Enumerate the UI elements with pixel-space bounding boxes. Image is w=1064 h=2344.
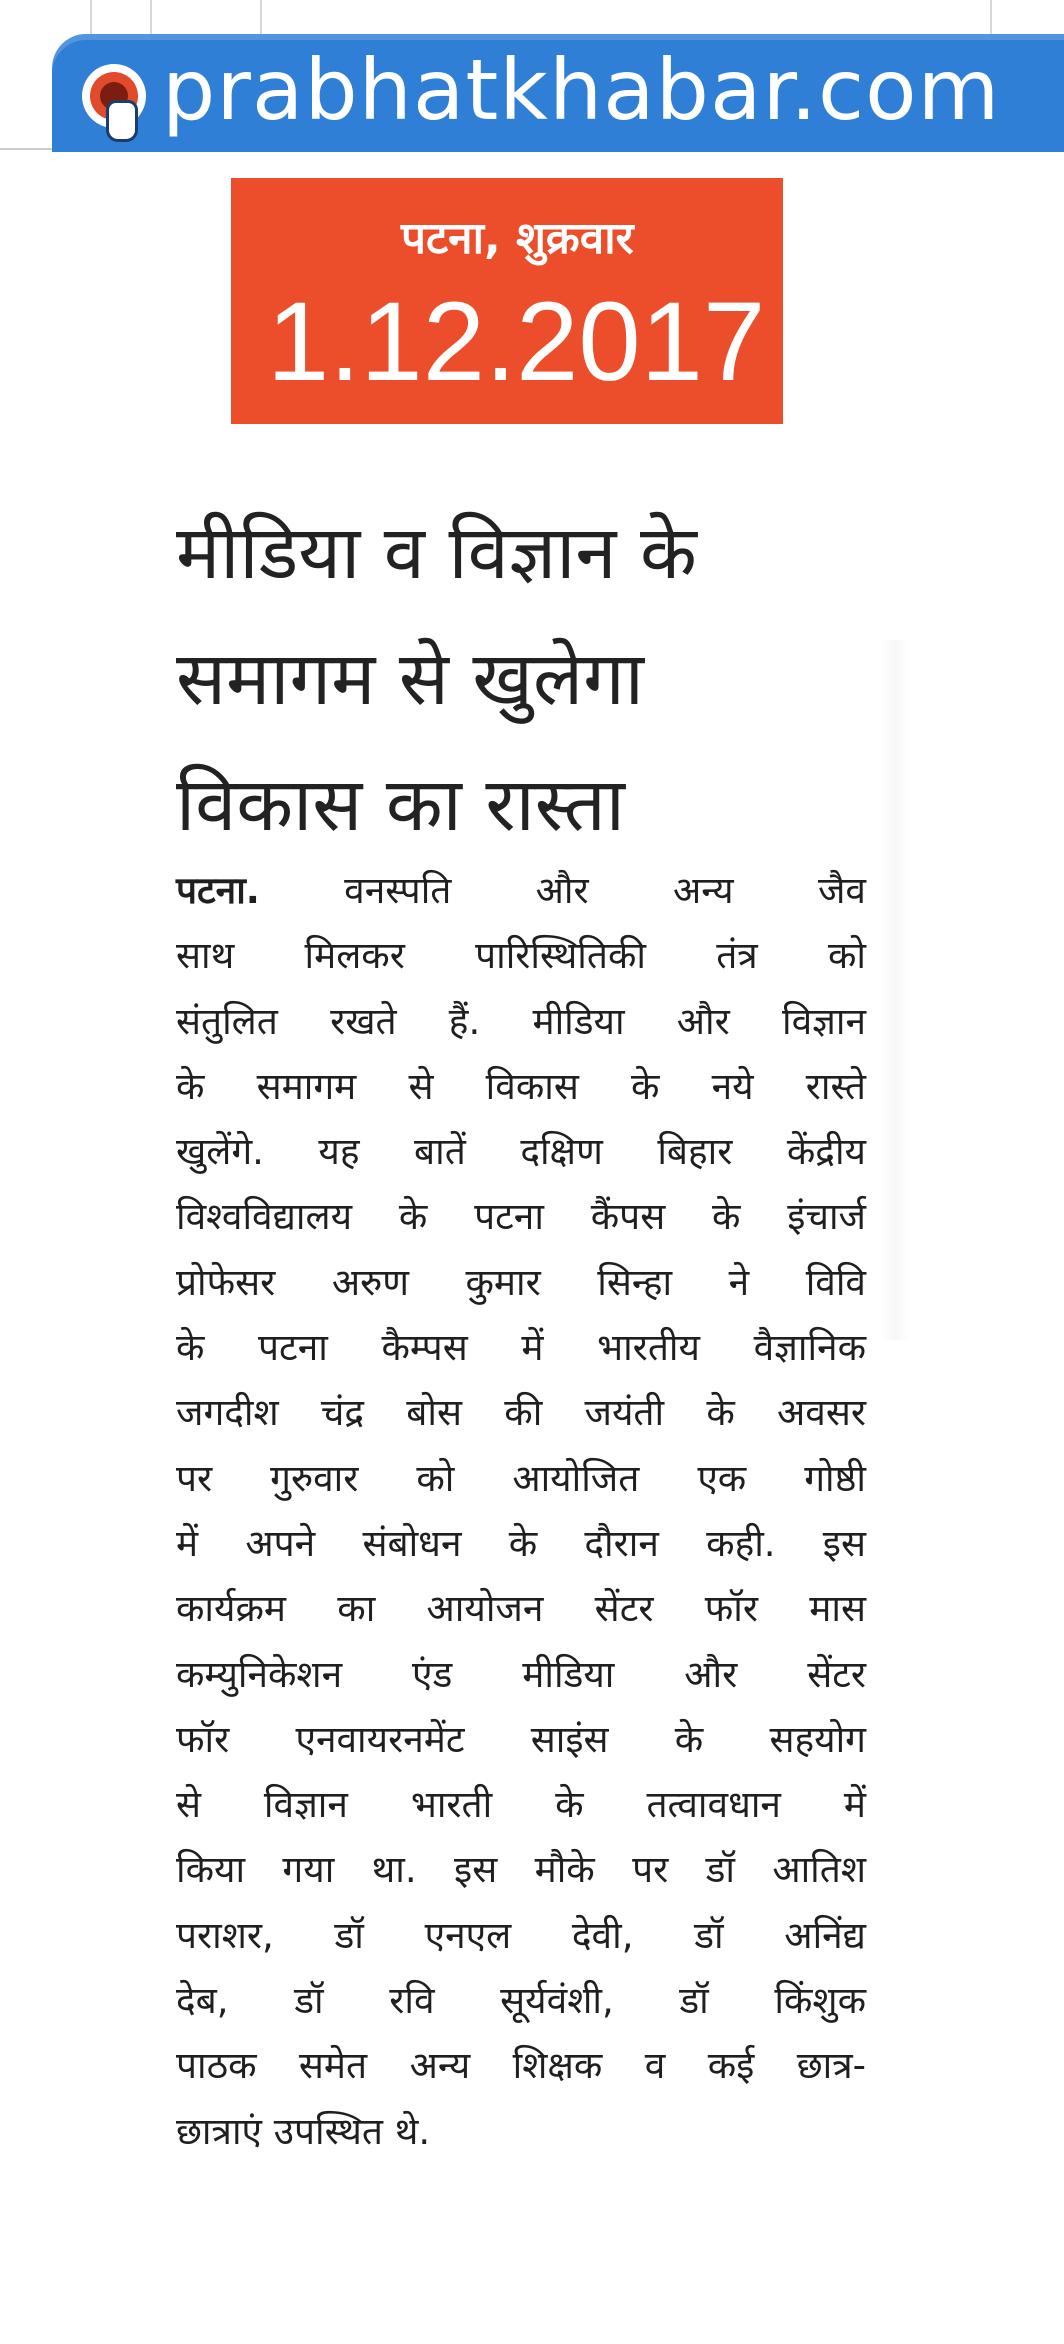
article-line: फॉर एनवायरनमेंट साइंस के सहयोग — [176, 1717, 866, 1761]
article-line: जगदीश चंद्र बोस की जयंती के अवसर — [176, 1391, 866, 1435]
publication-date: 1.12.2017 — [267, 279, 766, 404]
article-line: पराशर, डॉ एनएल देवी, डॉ अनिंद्य — [176, 1913, 866, 1957]
article-line: देब, डॉ रवि सूर्यवंशी, डॉ किंशुक — [176, 1979, 866, 2023]
article-line: के पटना कैम्पस में भारतीय वैज्ञानिक — [176, 1326, 866, 1370]
headline — [176, 490, 876, 868]
headline-line: विकास का रास्ता — [176, 762, 625, 848]
article-line: पर गुरुवार को आयोजित एक गोष्ठी — [176, 1456, 866, 1500]
article-line: से विज्ञान भारती के तत्वावधान में — [176, 1783, 866, 1827]
article-line: कम्युनिकेशन एंड मीडिया और सेंटर — [176, 1652, 866, 1696]
page-edge-shade — [880, 640, 910, 1340]
article-line — [176, 858, 866, 923]
article-line: विश्वविद्यालय के पटना कैंपस के इंचार्ज — [176, 1195, 866, 1239]
article-body — [176, 858, 866, 2164]
article-line: प्रोफेसर अरुण कुमार सिन्हा ने विवि — [176, 1260, 866, 1304]
brand-name: prabhatkhabar.com — [162, 41, 1001, 139]
article-line: किया गया था. इस मौके पर डॉ आतिश — [176, 1848, 866, 1892]
article-line: साथ मिलकर पारिस्थितिकी तंत्र को — [176, 934, 866, 978]
headline-line: मीडिया व विज्ञान के — [176, 510, 697, 596]
place-day: पटना, शुक्रवार — [401, 213, 634, 264]
article-line: छात्राएं उपस्थित थे. — [176, 2109, 431, 2153]
article-line: पाठक समेत अन्य शिक्षक व कई छात्र- — [176, 2044, 866, 2088]
dateline: पटना. — [176, 869, 260, 912]
article-line: कार्यक्रम का आयोजन सेंटर फॉर मास — [176, 1587, 866, 1631]
date-box — [231, 178, 783, 424]
article-line-text: वनस्पति और अन्य जैव — [344, 869, 866, 912]
article-line: में अपने संबोधन के दौरान कही. इस — [176, 1521, 866, 1565]
masthead-banner — [52, 34, 1064, 152]
pointer-hand-icon — [82, 64, 146, 128]
headline-line: समागम से खुलेगा — [176, 636, 644, 722]
article-line: के समागम से विकास के नये रास्ते — [176, 1064, 866, 1108]
article-line: खुलेंगे. यह बातें दक्षिण बिहार केंद्रीय — [176, 1130, 866, 1174]
article-line: संतुलित रखते हैं. मीडिया और विज्ञान — [176, 999, 866, 1043]
